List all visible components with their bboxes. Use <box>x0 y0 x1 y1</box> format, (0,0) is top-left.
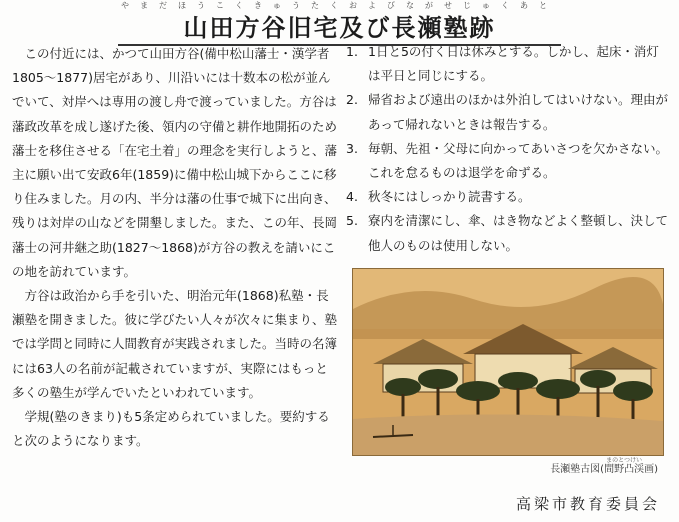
rule-number: 5. <box>346 213 358 229</box>
history-paragraph-3: 学規(塾のきまり)も5条定められていました。要約すると次のようになります。 <box>12 409 330 449</box>
painting-illustration <box>353 269 663 455</box>
rule-number: 1. <box>346 44 358 59</box>
rule-text: 1日と5の付く日は休みとする。しかし、起床・消灯は平日と同じにする。 <box>368 44 659 84</box>
title-ruby: やまだほうこくきゅうたくおよびながせじゅくあと <box>121 1 558 10</box>
rule-item <box>346 137 668 185</box>
rule-item <box>346 209 668 257</box>
rule-item <box>346 88 668 136</box>
rule-text: 秋冬にはしっかり読書する。 <box>368 189 531 205</box>
rule-number: 2. <box>346 92 358 108</box>
history-text <box>12 42 340 453</box>
painting-caption: 長瀬塾古図(間野凸渓画) <box>550 464 658 475</box>
school-rules <box>346 40 668 258</box>
rule-item <box>346 40 668 88</box>
issuer-name: 高梁市教育委員会 <box>515 495 660 513</box>
rule-text: 寮内を清潔にし、傘、はき物などよく整頓し、決して他人のものは使用しない。 <box>368 213 669 253</box>
rule-number: 4. <box>346 189 358 205</box>
rule-text: 毎朝、先祖・父母に向かってあいさつを欠かさない。これを怠るものは退学を命ずる。 <box>368 140 669 181</box>
history-paragraph-2: 方谷は政治から手を引いた、明治元年(1868)私塾・長瀬塾を開きました。彼に学びたい人々が次々に集まり、塾では学問と同時に人間教育が実践されました。当時の名簿には63人の名前が記載されていますが、実際にはもっと多くの塾生が学んでいたといわれています。 <box>12 288 338 400</box>
page-title: 山田方谷旧宅及び長瀬塾跡 <box>183 14 496 42</box>
rule-item <box>346 185 668 209</box>
caption-ruby: まのとつけい <box>606 457 642 464</box>
history-paragraph-1: この付近には、かつて山田方谷(備中松山藩士・漢学者1805〜1877)居宅があり、川沿いには十数本の松が並んでいて、対岸へは専用の渡し舟で渡っていました。方谷は藩政改革を成し遂げた後、領内の守備と耕作地開拓のため藩士を移住させる「在宅土着」の理念を実行しようと、藩主に願い出て安政6年(1859)に備中松山城下からここに移り住みました。月の内、半分は藩の仕事で城下に出向き、残りは対岸の山などを開墾しました。また、この年、長岡藩士の河井継之助(1827〜1868)が方谷の教えを請いにこの地を訪れています。 <box>12 46 338 279</box>
old-school-painting <box>352 268 664 456</box>
rule-number: 3. <box>346 140 358 156</box>
rule-text: 帰省および遠出のほかは外泊してはいけない。理由があって帰れないときは報告する。 <box>368 92 669 132</box>
